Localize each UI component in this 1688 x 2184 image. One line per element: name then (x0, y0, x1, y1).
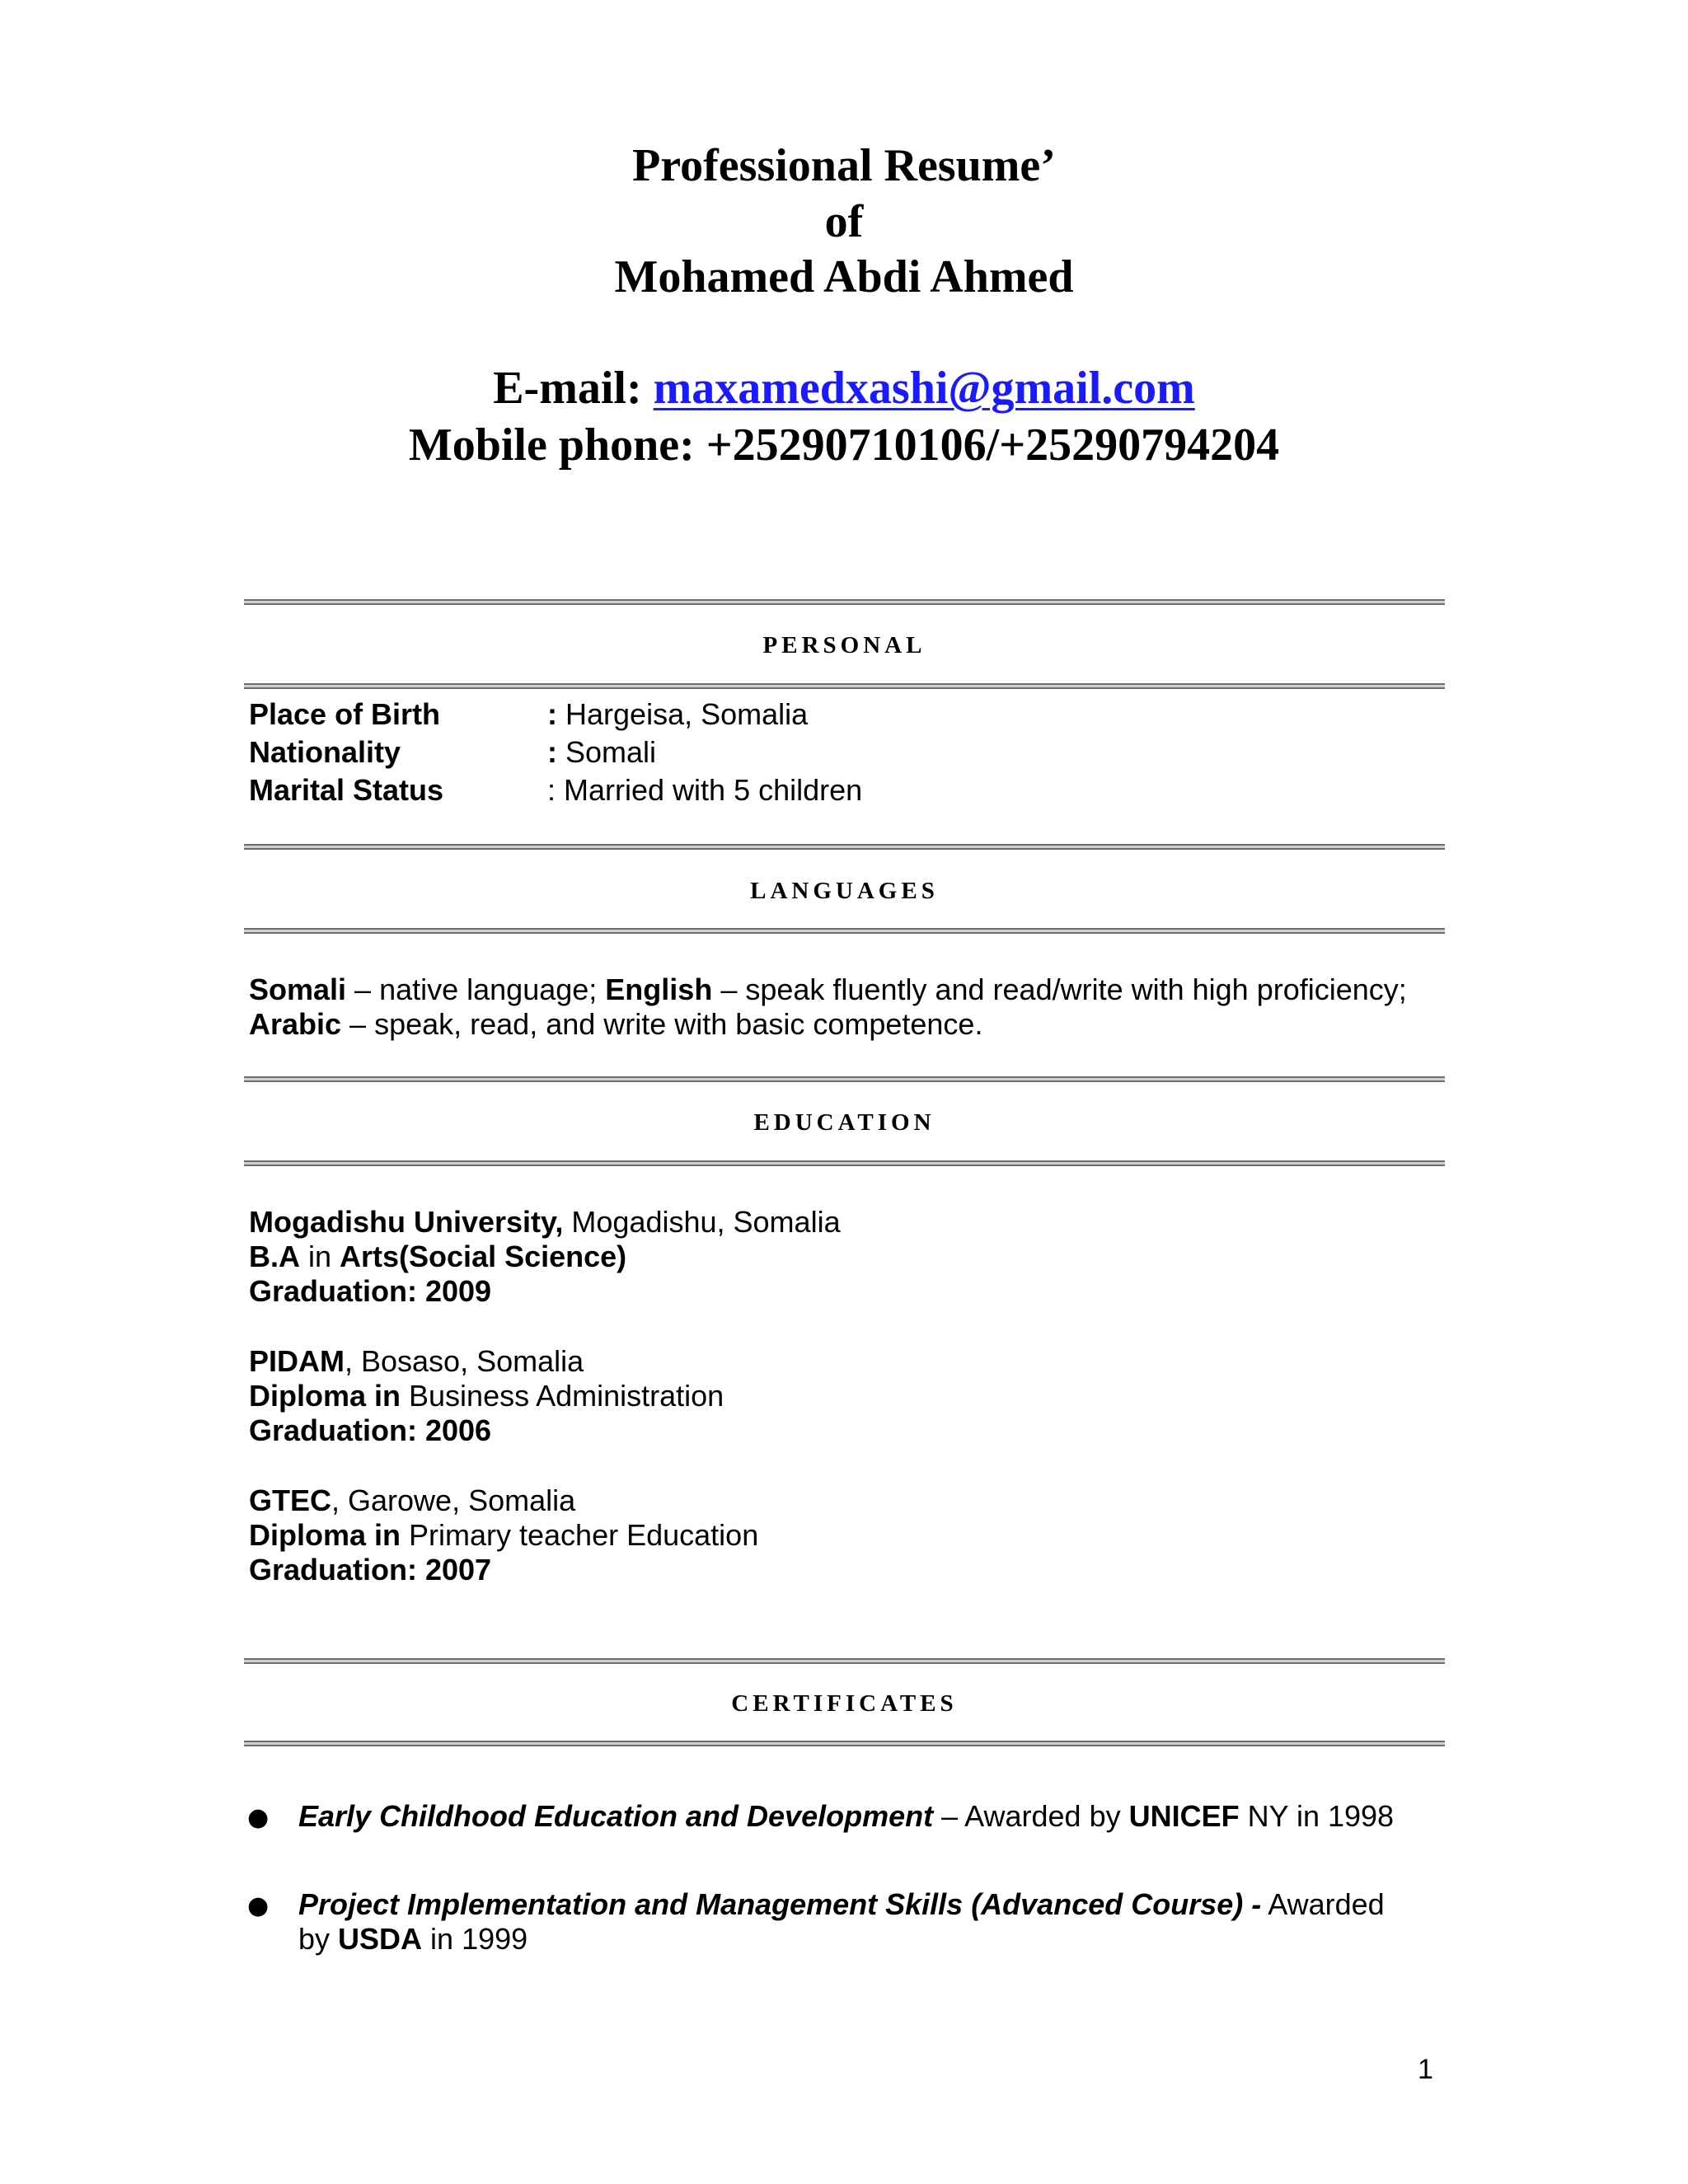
certificates-heading: CERTIFICATES (731, 1690, 958, 1717)
email-line (0, 361, 1688, 415)
education-entry (249, 1205, 841, 1309)
personal-value-birth: : Hargeisa, Somalia (547, 697, 809, 731)
education-school: Mogadishu University, Mogadishu, Somalia (249, 1205, 841, 1239)
email-link[interactable]: maxamedxashi@gmail.com (653, 363, 1195, 414)
education-graduation: Graduation: 2009 (249, 1274, 492, 1308)
section-rule (244, 599, 1445, 605)
personal-value-nationality: : Somali (547, 735, 657, 769)
certificate-item: Project Implementation and Management Skills (Advanced Course) - Awarded by USDA in 1999 (298, 1887, 1385, 1956)
education-degree: Diploma in Primary teacher Education (249, 1518, 759, 1552)
bullet-icon: ● (247, 1891, 270, 1920)
section-rule (244, 1160, 1445, 1166)
education-degree: B.A in Arts(Social Science) (249, 1240, 627, 1273)
phone-value: +25290710106/+25290794204 (706, 419, 1280, 471)
page-number: 1 (1418, 2054, 1433, 2085)
education-graduation: Graduation: 2007 (249, 1553, 492, 1586)
section-rule (244, 1658, 1445, 1664)
section-rule (244, 1741, 1445, 1746)
personal-value-marital: : Married with 5 children (547, 773, 863, 807)
personal-heading: PERSONAL (762, 632, 926, 658)
education-graduation: Graduation: 2006 (249, 1413, 492, 1447)
languages-line-1: Somali – native language; English – speak fluently and read/write with high proficiency; (249, 972, 1407, 1006)
bullet-icon: ● (247, 1803, 270, 1832)
section-rule (244, 928, 1445, 934)
phone-label: Mobile phone: (408, 419, 695, 471)
applicant-name: Mohamed Abdi Ahmed (614, 251, 1074, 302)
personal-label-birth: Place of Birth (249, 697, 441, 731)
email-label: E-mail: (493, 363, 642, 414)
phone-line (0, 418, 1688, 472)
personal-label-marital: Marital Status (249, 773, 444, 807)
personal-label-nationality: Nationality (249, 735, 401, 769)
section-rule (244, 683, 1445, 689)
title-line-2: of (824, 196, 864, 247)
education-heading: EDUCATION (753, 1109, 935, 1136)
education-entry (249, 1483, 758, 1587)
education-degree: Diploma in Business Administration (249, 1379, 724, 1413)
languages-heading: LANGUAGES (750, 878, 939, 904)
languages-line-2: Arabic – speak, read, and write with basic competence. (249, 1007, 983, 1041)
section-rule (244, 1076, 1445, 1082)
certificate-item: Early Childhood Education and Development – Awarded by UNICEF NY in 1998 (298, 1799, 1395, 1833)
title-line-1: Professional Resume’ (632, 140, 1056, 191)
section-rule (244, 844, 1445, 850)
education-entry (249, 1344, 724, 1448)
education-school: PIDAM, Bosaso, Somalia (249, 1344, 584, 1378)
education-school: GTEC, Garowe, Somalia (249, 1483, 576, 1517)
